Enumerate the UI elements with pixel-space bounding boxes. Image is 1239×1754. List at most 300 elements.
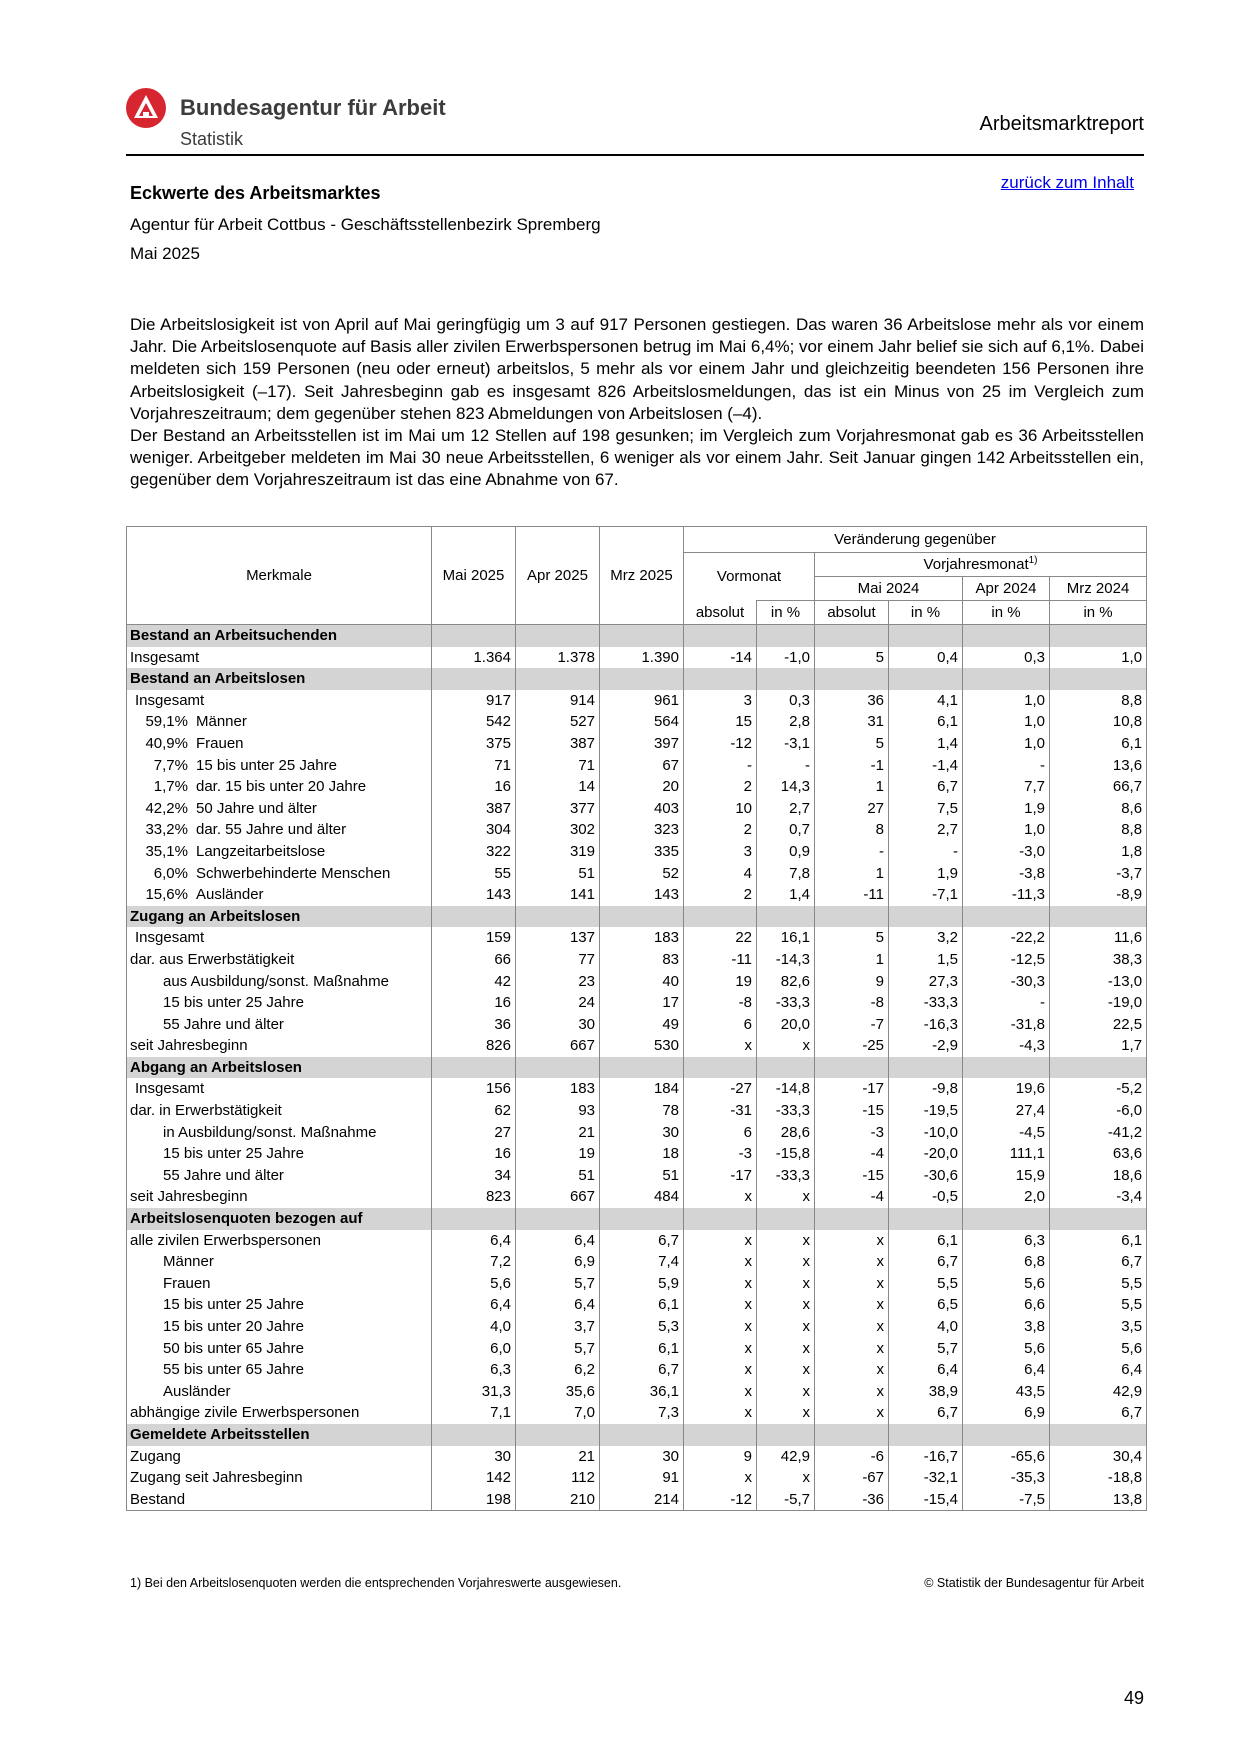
value-cell: 1,0 bbox=[963, 733, 1050, 755]
row-label-cell bbox=[127, 1230, 432, 1252]
section-cell bbox=[684, 906, 757, 928]
value-cell: 43,5 bbox=[963, 1381, 1050, 1403]
row-label-cell bbox=[127, 776, 432, 798]
value-cell: 20,0 bbox=[757, 1014, 815, 1036]
table-row bbox=[127, 927, 1147, 949]
section-row bbox=[127, 625, 1147, 647]
section-cell bbox=[516, 668, 600, 690]
value-cell: 5,7 bbox=[889, 1338, 963, 1360]
value-cell: x bbox=[757, 1381, 815, 1403]
value-cell: x bbox=[684, 1273, 757, 1295]
share-percent: 33,2% bbox=[145, 821, 188, 839]
value-cell: x bbox=[684, 1402, 757, 1424]
value-cell: 322 bbox=[432, 841, 516, 863]
value-cell: -1 bbox=[815, 755, 889, 777]
value-cell: 1,0 bbox=[963, 690, 1050, 712]
row-label-cell bbox=[127, 1251, 432, 1273]
value-cell: 13,6 bbox=[1050, 755, 1147, 777]
value-cell: 6,6 bbox=[963, 1294, 1050, 1316]
value-cell: 6,1 bbox=[889, 711, 963, 733]
value-cell: 5,6 bbox=[963, 1338, 1050, 1360]
value-cell: -3 bbox=[815, 1122, 889, 1144]
value-cell: 1,4 bbox=[757, 884, 815, 906]
value-cell: 30,4 bbox=[1050, 1446, 1147, 1468]
row-label: Männer bbox=[196, 713, 247, 731]
table-row bbox=[127, 992, 1147, 1014]
value-cell: 6,1 bbox=[889, 1230, 963, 1252]
value-cell: 6,0 bbox=[432, 1338, 516, 1360]
value-cell: -41,2 bbox=[1050, 1122, 1147, 1144]
value-cell: 19 bbox=[516, 1143, 600, 1165]
value-cell: x bbox=[757, 1402, 815, 1424]
value-cell: 23 bbox=[516, 971, 600, 993]
value-cell: 198 bbox=[432, 1489, 516, 1511]
row-label-cell bbox=[127, 733, 432, 755]
value-cell: 667 bbox=[516, 1035, 600, 1057]
row-label: Schwerbehinderte Menschen bbox=[196, 864, 391, 882]
row-label: Bestand bbox=[130, 1490, 186, 1508]
value-cell: 13,8 bbox=[1050, 1489, 1147, 1511]
org-subtitle: Statistik bbox=[180, 129, 244, 149]
value-cell: -11,3 bbox=[963, 884, 1050, 906]
value-cell: 27,4 bbox=[963, 1100, 1050, 1122]
section-row bbox=[127, 1424, 1147, 1446]
section-cell bbox=[815, 1424, 889, 1446]
value-cell: 210 bbox=[516, 1489, 600, 1511]
page-title: Eckwerte des Arbeitsmarktes bbox=[130, 183, 381, 203]
value-cell: 6,7 bbox=[1050, 1402, 1147, 1424]
value-cell: 1,9 bbox=[963, 798, 1050, 820]
row-label-cell bbox=[127, 1381, 432, 1403]
value-cell: -12 bbox=[684, 733, 757, 755]
value-cell: 30 bbox=[600, 1446, 684, 1468]
value-cell: 6,3 bbox=[432, 1359, 516, 1381]
value-cell: 0,9 bbox=[757, 841, 815, 863]
value-cell: - bbox=[963, 992, 1050, 1014]
value-cell: x bbox=[684, 1294, 757, 1316]
value-cell: x bbox=[684, 1251, 757, 1273]
value-cell: 1 bbox=[815, 949, 889, 971]
value-cell: -17 bbox=[815, 1078, 889, 1100]
value-cell: 3 bbox=[684, 841, 757, 863]
table-row bbox=[127, 1359, 1147, 1381]
value-cell: 1,9 bbox=[889, 863, 963, 885]
share-percent: 1,7% bbox=[153, 778, 188, 796]
value-cell: 5 bbox=[815, 733, 889, 755]
row-label-cell bbox=[127, 927, 432, 949]
row-label: dar. aus Erwerbstätigkeit bbox=[130, 950, 295, 968]
section-cell bbox=[1050, 668, 1147, 690]
value-cell: -35,3 bbox=[963, 1467, 1050, 1489]
row-label-cell bbox=[127, 711, 432, 733]
header-in-pct: in % bbox=[1050, 601, 1147, 625]
row-label-cell bbox=[127, 1078, 432, 1100]
value-cell: 7,1 bbox=[432, 1402, 516, 1424]
value-cell: 7,8 bbox=[757, 863, 815, 885]
header-in-pct: in % bbox=[757, 601, 815, 625]
table-row bbox=[127, 755, 1147, 777]
value-cell: - bbox=[684, 755, 757, 777]
value-cell: -19,5 bbox=[889, 1100, 963, 1122]
row-label: Zugang bbox=[130, 1447, 181, 1465]
row-label-cell bbox=[127, 1122, 432, 1144]
share-percent: 35,1% bbox=[145, 842, 188, 860]
value-cell: 564 bbox=[600, 711, 684, 733]
row-label: 15 bis unter 25 Jahre bbox=[163, 1296, 304, 1314]
value-cell: -8 bbox=[815, 992, 889, 1014]
value-cell: 55 bbox=[432, 863, 516, 885]
value-cell: - bbox=[889, 841, 963, 863]
row-label-cell bbox=[127, 1316, 432, 1338]
row-label-cell bbox=[127, 1359, 432, 1381]
value-cell: 5,5 bbox=[889, 1273, 963, 1295]
value-cell: 0,7 bbox=[757, 819, 815, 841]
value-cell: 142 bbox=[432, 1467, 516, 1489]
value-cell: 18 bbox=[600, 1143, 684, 1165]
row-label: 15 bis unter 25 Jahre bbox=[163, 1145, 304, 1163]
value-cell: -9,8 bbox=[889, 1078, 963, 1100]
row-label: Ausländer bbox=[163, 1382, 231, 1400]
value-cell: -6 bbox=[815, 1446, 889, 1468]
section-cell bbox=[757, 668, 815, 690]
row-label-cell bbox=[127, 1143, 432, 1165]
ba-logo-icon bbox=[126, 88, 166, 128]
value-cell: - bbox=[963, 755, 1050, 777]
value-cell: -4 bbox=[815, 1186, 889, 1208]
table-row bbox=[127, 971, 1147, 993]
value-cell: 22 bbox=[684, 927, 757, 949]
value-cell: 1,0 bbox=[963, 819, 1050, 841]
value-cell: 2 bbox=[684, 776, 757, 798]
value-cell: 10 bbox=[684, 798, 757, 820]
row-label: Insgesamt bbox=[135, 691, 205, 709]
value-cell: 6,1 bbox=[1050, 733, 1147, 755]
table-row bbox=[127, 884, 1147, 906]
value-cell: x bbox=[757, 1273, 815, 1295]
section-cell bbox=[600, 625, 684, 647]
value-cell: x bbox=[757, 1230, 815, 1252]
value-cell: 7,2 bbox=[432, 1251, 516, 1273]
intro-paragraph: Der Bestand an Arbeitsstellen ist im Mai um 12 Stellen auf 198 gesunken; im Vergleich zum Vorjahresmonat gab es 36 Arbeitsstellen weniger. Arbeitgeber meldeten im Mai 30 neue Arbeitsstellen, 6 weniger als vor einem Jahr. Seit Januar gingen 142 Arbeitsstellen ein, gegenüber dem Vorjahreszeitraum ist das eine Abnahme von 67. bbox=[130, 426, 1144, 490]
row-label: in Ausbildung/sonst. Maßnahme bbox=[163, 1123, 377, 1141]
value-cell: -4,3 bbox=[963, 1035, 1050, 1057]
value-cell: x bbox=[757, 1338, 815, 1360]
header-vorjahresmonat bbox=[815, 553, 1147, 577]
value-cell: -19,0 bbox=[1050, 992, 1147, 1014]
value-cell: -3,0 bbox=[963, 841, 1050, 863]
row-label: Insgesamt bbox=[135, 929, 205, 947]
value-cell: 542 bbox=[432, 711, 516, 733]
value-cell: -22,2 bbox=[963, 927, 1050, 949]
section-cell bbox=[432, 1208, 516, 1230]
row-label: abhängige zivile Erwerbspersonen bbox=[130, 1404, 360, 1422]
row-label: dar. 55 Jahre und älter bbox=[196, 821, 347, 839]
value-cell: 3,7 bbox=[516, 1316, 600, 1338]
value-cell: 1,7 bbox=[1050, 1035, 1147, 1057]
value-cell: 5,3 bbox=[600, 1316, 684, 1338]
table-row bbox=[127, 1165, 1147, 1187]
table-row bbox=[127, 690, 1147, 712]
value-cell: 16 bbox=[432, 776, 516, 798]
value-cell: 31,3 bbox=[432, 1381, 516, 1403]
value-cell: 49 bbox=[600, 1014, 684, 1036]
value-cell: 3,5 bbox=[1050, 1316, 1147, 1338]
value-cell: 38,9 bbox=[889, 1381, 963, 1403]
value-cell: 7,5 bbox=[889, 798, 963, 820]
value-cell: 6,4 bbox=[1050, 1359, 1147, 1381]
section-cell bbox=[963, 1424, 1050, 1446]
value-cell: 2,7 bbox=[757, 798, 815, 820]
value-cell: -16,7 bbox=[889, 1446, 963, 1468]
value-cell: 2,0 bbox=[963, 1186, 1050, 1208]
value-cell: 52 bbox=[600, 863, 684, 885]
row-label-cell bbox=[127, 1273, 432, 1295]
share-percent: 15,6% bbox=[145, 886, 188, 904]
row-label: alle zivilen Erwerbspersonen bbox=[130, 1231, 321, 1249]
value-cell: 28,6 bbox=[757, 1122, 815, 1144]
value-cell: x bbox=[757, 1316, 815, 1338]
value-cell: 823 bbox=[432, 1186, 516, 1208]
org-name: Bundesagentur für Arbeit bbox=[180, 95, 446, 120]
value-cell: 20 bbox=[600, 776, 684, 798]
value-cell: -25 bbox=[815, 1035, 889, 1057]
value-cell: 51 bbox=[600, 1165, 684, 1187]
row-label-cell bbox=[127, 755, 432, 777]
value-cell: -32,1 bbox=[889, 1467, 963, 1489]
value-cell: 137 bbox=[516, 927, 600, 949]
value-cell: 30 bbox=[432, 1446, 516, 1468]
row-label: seit Jahresbeginn bbox=[130, 1188, 248, 1206]
value-cell: 15 bbox=[684, 711, 757, 733]
value-cell: 40 bbox=[600, 971, 684, 993]
value-cell: 111,1 bbox=[963, 1143, 1050, 1165]
value-cell: 83 bbox=[600, 949, 684, 971]
section-cell bbox=[757, 906, 815, 928]
header-mrz-2025: Mrz 2025 bbox=[600, 527, 684, 625]
row-label: dar. 15 bis unter 20 Jahre bbox=[196, 778, 367, 796]
value-cell: -4,5 bbox=[963, 1122, 1050, 1144]
value-cell: 6,7 bbox=[600, 1359, 684, 1381]
value-cell: x bbox=[684, 1316, 757, 1338]
section-cell bbox=[889, 1057, 963, 1079]
value-cell: 22,5 bbox=[1050, 1014, 1147, 1036]
back-to-contents-link[interactable]: zurück zum Inhalt bbox=[1000, 173, 1134, 192]
section-row bbox=[127, 1208, 1147, 1230]
section-cell bbox=[516, 1424, 600, 1446]
value-cell: 35,6 bbox=[516, 1381, 600, 1403]
value-cell: 11,6 bbox=[1050, 927, 1147, 949]
share-percent: 7,7% bbox=[153, 756, 188, 774]
section-cell bbox=[684, 625, 757, 647]
row-label-cell bbox=[127, 1014, 432, 1036]
value-cell: 16,1 bbox=[757, 927, 815, 949]
copyright: © Statistik der Bundesagentur für Arbeit bbox=[924, 1576, 1144, 1590]
row-label: 50 Jahre und älter bbox=[196, 799, 317, 817]
value-cell: 77 bbox=[516, 949, 600, 971]
value-cell: -14,3 bbox=[757, 949, 815, 971]
value-cell: 1,0 bbox=[1050, 647, 1147, 669]
value-cell: 387 bbox=[432, 798, 516, 820]
value-cell: 141 bbox=[516, 884, 600, 906]
value-cell: -3,4 bbox=[1050, 1186, 1147, 1208]
row-label-cell bbox=[127, 1402, 432, 1424]
section-cell bbox=[963, 1208, 1050, 1230]
value-cell: -4 bbox=[815, 1143, 889, 1165]
value-cell: x bbox=[815, 1273, 889, 1295]
value-cell: 24 bbox=[516, 992, 600, 1014]
section-cell bbox=[815, 906, 889, 928]
value-cell: 143 bbox=[600, 884, 684, 906]
section-label: Abgang an Arbeitslosen bbox=[127, 1057, 432, 1079]
section-cell bbox=[1050, 1424, 1147, 1446]
value-cell: x bbox=[815, 1402, 889, 1424]
value-cell: 42,9 bbox=[757, 1446, 815, 1468]
value-cell: x bbox=[815, 1338, 889, 1360]
section-cell bbox=[815, 668, 889, 690]
section-cell bbox=[684, 1057, 757, 1079]
value-cell: 34 bbox=[432, 1165, 516, 1187]
section-cell bbox=[1050, 1057, 1147, 1079]
value-cell: 18,6 bbox=[1050, 1165, 1147, 1187]
value-cell: 6,3 bbox=[963, 1230, 1050, 1252]
row-label: Langzeitarbeitslose bbox=[196, 842, 326, 860]
section-label: Zugang an Arbeitslosen bbox=[127, 906, 432, 928]
section-cell bbox=[684, 668, 757, 690]
row-label-cell bbox=[127, 1186, 432, 1208]
value-cell: 42 bbox=[432, 971, 516, 993]
row-label: 15 bis unter 25 Jahre bbox=[196, 756, 337, 774]
section-label: Gemeldete Arbeitsstellen bbox=[127, 1424, 432, 1446]
value-cell: 6,1 bbox=[600, 1338, 684, 1360]
row-label-cell bbox=[127, 992, 432, 1014]
table-row bbox=[127, 1338, 1147, 1360]
value-cell: 4,1 bbox=[889, 690, 963, 712]
value-cell: 3,8 bbox=[963, 1316, 1050, 1338]
value-cell: 30 bbox=[516, 1014, 600, 1036]
section-cell bbox=[516, 1057, 600, 1079]
intro-text bbox=[130, 314, 1144, 492]
value-cell: -3,7 bbox=[1050, 863, 1147, 885]
value-cell: 19 bbox=[684, 971, 757, 993]
value-cell: 6 bbox=[684, 1014, 757, 1036]
section-label: Bestand an Arbeitslosen bbox=[127, 668, 432, 690]
section-cell bbox=[600, 1057, 684, 1079]
section-label: Arbeitslosenquoten bezogen auf bbox=[127, 1208, 432, 1230]
value-cell: 7,0 bbox=[516, 1402, 600, 1424]
value-cell: -7,1 bbox=[889, 884, 963, 906]
value-cell: -36 bbox=[815, 1489, 889, 1511]
table-row bbox=[127, 1035, 1147, 1057]
section-cell bbox=[757, 625, 815, 647]
row-label: 15 bis unter 25 Jahre bbox=[163, 994, 304, 1012]
section-cell bbox=[815, 625, 889, 647]
row-label-cell bbox=[127, 949, 432, 971]
value-cell: 2 bbox=[684, 819, 757, 841]
value-cell: -1,0 bbox=[757, 647, 815, 669]
table-row bbox=[127, 776, 1147, 798]
value-cell: 51 bbox=[516, 863, 600, 885]
value-cell: -33,3 bbox=[757, 1165, 815, 1187]
row-label-cell bbox=[127, 819, 432, 841]
value-cell: -12,5 bbox=[963, 949, 1050, 971]
value-cell: -8,9 bbox=[1050, 884, 1147, 906]
table-row bbox=[127, 1186, 1147, 1208]
value-cell: 93 bbox=[516, 1100, 600, 1122]
table-row bbox=[127, 1273, 1147, 1295]
value-cell: 6,9 bbox=[516, 1251, 600, 1273]
header-in-pct: in % bbox=[963, 601, 1050, 625]
value-cell: 5,5 bbox=[1050, 1294, 1147, 1316]
header-veraenderung: Veränderung gegenüber bbox=[684, 527, 1147, 553]
value-cell: x bbox=[815, 1316, 889, 1338]
row-label: Zugang seit Jahresbeginn bbox=[130, 1469, 303, 1487]
section-cell bbox=[684, 1424, 757, 1446]
value-cell: 63,6 bbox=[1050, 1143, 1147, 1165]
value-cell: x bbox=[757, 1186, 815, 1208]
value-cell: 159 bbox=[432, 927, 516, 949]
value-cell: 36,1 bbox=[600, 1381, 684, 1403]
value-cell: x bbox=[757, 1467, 815, 1489]
value-cell: 914 bbox=[516, 690, 600, 712]
row-label-cell bbox=[127, 884, 432, 906]
value-cell: 323 bbox=[600, 819, 684, 841]
header-vormonat: Vormonat bbox=[684, 553, 815, 601]
row-label-cell bbox=[127, 841, 432, 863]
table-row bbox=[127, 1122, 1147, 1144]
value-cell: -18,8 bbox=[1050, 1467, 1147, 1489]
value-cell: x bbox=[684, 1338, 757, 1360]
value-cell: -33,3 bbox=[889, 992, 963, 1014]
value-cell: 397 bbox=[600, 733, 684, 755]
table-row bbox=[127, 863, 1147, 885]
value-cell: 335 bbox=[600, 841, 684, 863]
value-cell: -15 bbox=[815, 1165, 889, 1187]
table-row bbox=[127, 949, 1147, 971]
value-cell: x bbox=[684, 1381, 757, 1403]
value-cell: 2,7 bbox=[889, 819, 963, 841]
value-cell: 78 bbox=[600, 1100, 684, 1122]
section-cell bbox=[889, 1208, 963, 1230]
month-label: Mai 2025 bbox=[130, 244, 200, 263]
section-cell bbox=[963, 1057, 1050, 1079]
value-cell: -10,0 bbox=[889, 1122, 963, 1144]
share-percent: 42,2% bbox=[145, 799, 188, 817]
value-cell: 6,4 bbox=[432, 1294, 516, 1316]
value-cell: 1,8 bbox=[1050, 841, 1147, 863]
value-cell: -8 bbox=[684, 992, 757, 1014]
value-cell: 1.364 bbox=[432, 647, 516, 669]
value-cell: 403 bbox=[600, 798, 684, 820]
value-cell: 15,9 bbox=[963, 1165, 1050, 1187]
value-cell: 19,6 bbox=[963, 1078, 1050, 1100]
value-cell: 1 bbox=[815, 776, 889, 798]
section-cell bbox=[889, 906, 963, 928]
share-percent: 59,1% bbox=[145, 713, 188, 731]
section-cell bbox=[889, 668, 963, 690]
table-row bbox=[127, 1078, 1147, 1100]
section-cell bbox=[600, 1208, 684, 1230]
value-cell: 36 bbox=[432, 1014, 516, 1036]
value-cell: 6,4 bbox=[963, 1359, 1050, 1381]
header-mai-2024: Mai 2024 bbox=[815, 577, 963, 601]
value-cell: -1,4 bbox=[889, 755, 963, 777]
value-cell: -15,4 bbox=[889, 1489, 963, 1511]
header-absolut: absolut bbox=[684, 601, 757, 625]
value-cell: x bbox=[815, 1251, 889, 1273]
region-label: Agentur für Arbeit Cottbus - Geschäftsstellenbezirk Spremberg bbox=[130, 215, 601, 234]
value-cell: -65,6 bbox=[963, 1446, 1050, 1468]
value-cell: 21 bbox=[516, 1446, 600, 1468]
